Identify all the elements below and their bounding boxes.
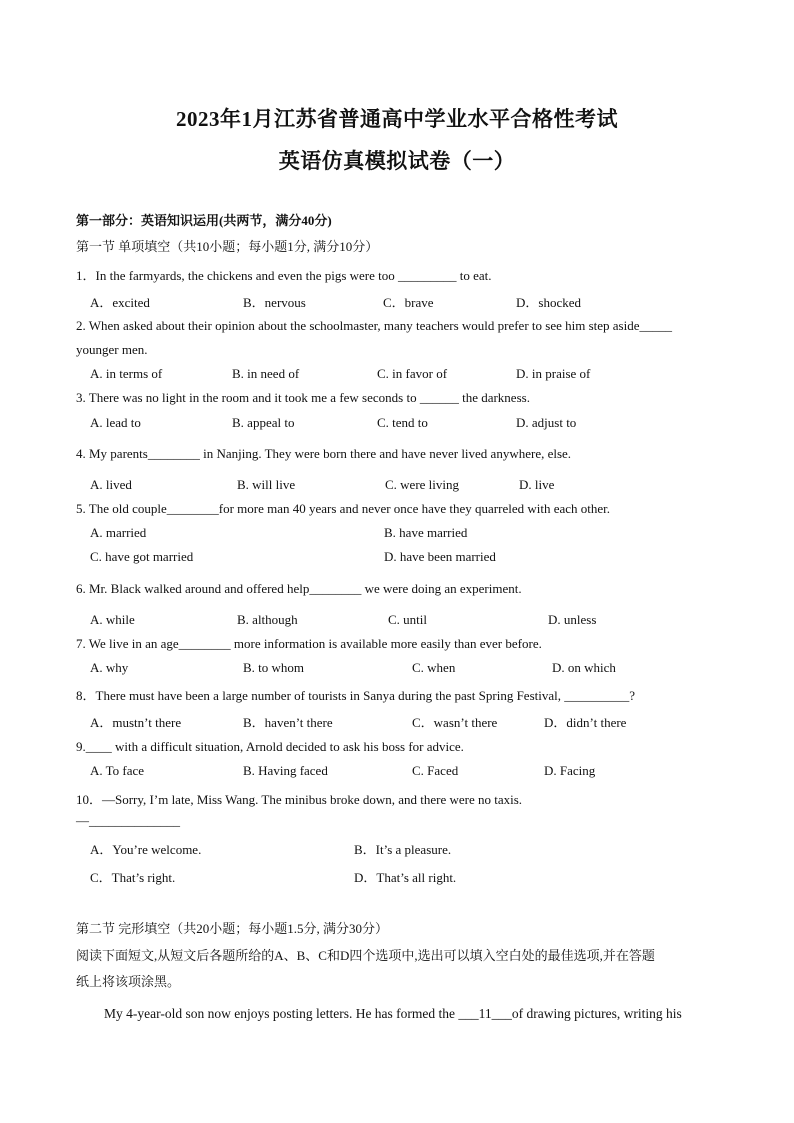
question-7-option-b[interactable]: B. to whom [243, 660, 305, 675]
question-1-option-b[interactable]: B．nervous [243, 295, 306, 310]
question-5-option-c[interactable]: C. have got married [90, 549, 194, 564]
question-3-option-a[interactable]: A. lead to [90, 415, 141, 430]
question-9-option-b[interactable]: B. Having faced [243, 763, 328, 778]
question-9-option-a[interactable]: A. To face [90, 763, 145, 778]
section1-heading: 第一节 单项填空（共10小题；每小题1分, 满分10分） [76, 239, 379, 254]
question-3-option-d[interactable]: D. adjust to [516, 415, 577, 430]
question-4-stem: 4. My parents________ in Nanjing. They were born there and have never lived anywhere, else. [76, 446, 572, 461]
question-10-option-d[interactable]: D．That’s all right. [354, 870, 457, 885]
question-5-stem: 5. The old couple________for more man 40 years and never once have they quarreled with each other. [76, 501, 611, 516]
question-8-option-d[interactable]: D．didn’t there [544, 715, 627, 730]
question-8-stem: 8．There must have been a large number of tourists in Sanya during the past Spring Festival, __________? [76, 688, 636, 703]
question-6-stem: 6. Mr. Black walked around and offered help________ we were doing an experiment. [76, 581, 522, 596]
question-1-stem: 1．In the farmyards, the chickens and even the pigs were too _________ to eat. [76, 268, 492, 283]
question-5-option-a[interactable]: A. married [90, 525, 147, 540]
section2-instructions-line1: 阅读下面短文,从短文后各题所给的A、B、C和D四个选项中,选出可以填入空白处的最佳选项,并在答题 [76, 948, 655, 963]
question-4-option-a[interactable]: A. lived [90, 477, 132, 492]
question-7-stem: 7. We live in an age________ more information is available more easily than ever before. [76, 636, 542, 651]
question-7-option-c[interactable]: C. when [412, 660, 456, 675]
question-6-option-d[interactable]: D. unless [548, 612, 597, 627]
question-5-option-d[interactable]: D. have been married [384, 549, 496, 564]
question-8-option-b[interactable]: B．haven’t there [243, 715, 333, 730]
question-10-answer-blank: —______________ [76, 813, 180, 828]
question-2-option-d[interactable]: D. in praise of [516, 366, 591, 381]
question-3-option-c[interactable]: C. tend to [377, 415, 428, 430]
question-6-option-c[interactable]: C. until [388, 612, 428, 627]
passage-first-line: My 4-year-old son now enjoys posting letters. He has formed the ___11___of drawing pictures, writing his [104, 1006, 682, 1021]
question-1-option-c[interactable]: C．brave [383, 295, 434, 310]
question-10-stem: 10．—Sorry, I’m late, Miss Wang. The minibus broke down, and there were no taxis. [76, 792, 523, 807]
question-7-option-d[interactable]: D. on which [552, 660, 616, 675]
question-3-stem: 3. There was no light in the room and it took me a few seconds to ______ the darkness. [76, 390, 530, 405]
question-10-option-a[interactable]: A．You’re welcome. [90, 842, 202, 857]
question-2-stem: 2. When asked about their opinion about the schoolmaster, many teachers would prefer to see him step aside_____ [76, 318, 672, 333]
question-9-stem: 9.____ with a difficult situation, Arnold decided to ask his boss for advice. [76, 739, 464, 754]
question-2-option-b[interactable]: B. in need of [232, 366, 300, 381]
exam-title: 2023年1月江苏省普通高中学业水平合格性考试 [176, 107, 618, 131]
question-4-option-d[interactable]: D. live [519, 477, 555, 492]
exam-subtitle: 英语仿真模拟试卷（一） [278, 149, 516, 173]
question-5-option-b[interactable]: B. have married [384, 525, 468, 540]
question-3-option-b[interactable]: B. appeal to [232, 415, 295, 430]
question-10-option-c[interactable]: C．That’s right. [90, 870, 176, 885]
question-8-option-c[interactable]: C．wasn’t there [412, 715, 498, 730]
question-8-option-a[interactable]: A．mustn’t there [90, 715, 182, 730]
question-9-option-c[interactable]: C. Faced [412, 763, 459, 778]
question-2-option-a[interactable]: A. in terms of [90, 366, 163, 381]
question-9-option-d[interactable]: D. Facing [544, 763, 596, 778]
question-1-option-a[interactable]: A．excited [90, 295, 150, 310]
section2-heading: 第二节 完形填空（共20小题；每小题1.5分, 满分30分） [76, 921, 389, 936]
question-2-option-c[interactable]: C. in favor of [377, 366, 448, 381]
question-4-option-c[interactable]: C. were living [385, 477, 460, 492]
question-10-option-b[interactable]: B．It’s a pleasure. [354, 842, 452, 857]
question-6-option-b[interactable]: B. although [237, 612, 298, 627]
question-6-option-a[interactable]: A. while [90, 612, 135, 627]
question-1-option-d[interactable]: D．shocked [516, 295, 581, 310]
part1-heading: 第一部分：英语知识运用(共两节，满分40分) [76, 213, 332, 228]
section2-instructions-line2: 纸上将该项涂黑。 [76, 974, 181, 989]
question-4-option-b[interactable]: B. will live [237, 477, 296, 492]
question-2-stem-continued: younger men. [76, 342, 148, 357]
question-7-option-a[interactable]: A. why [90, 660, 129, 675]
